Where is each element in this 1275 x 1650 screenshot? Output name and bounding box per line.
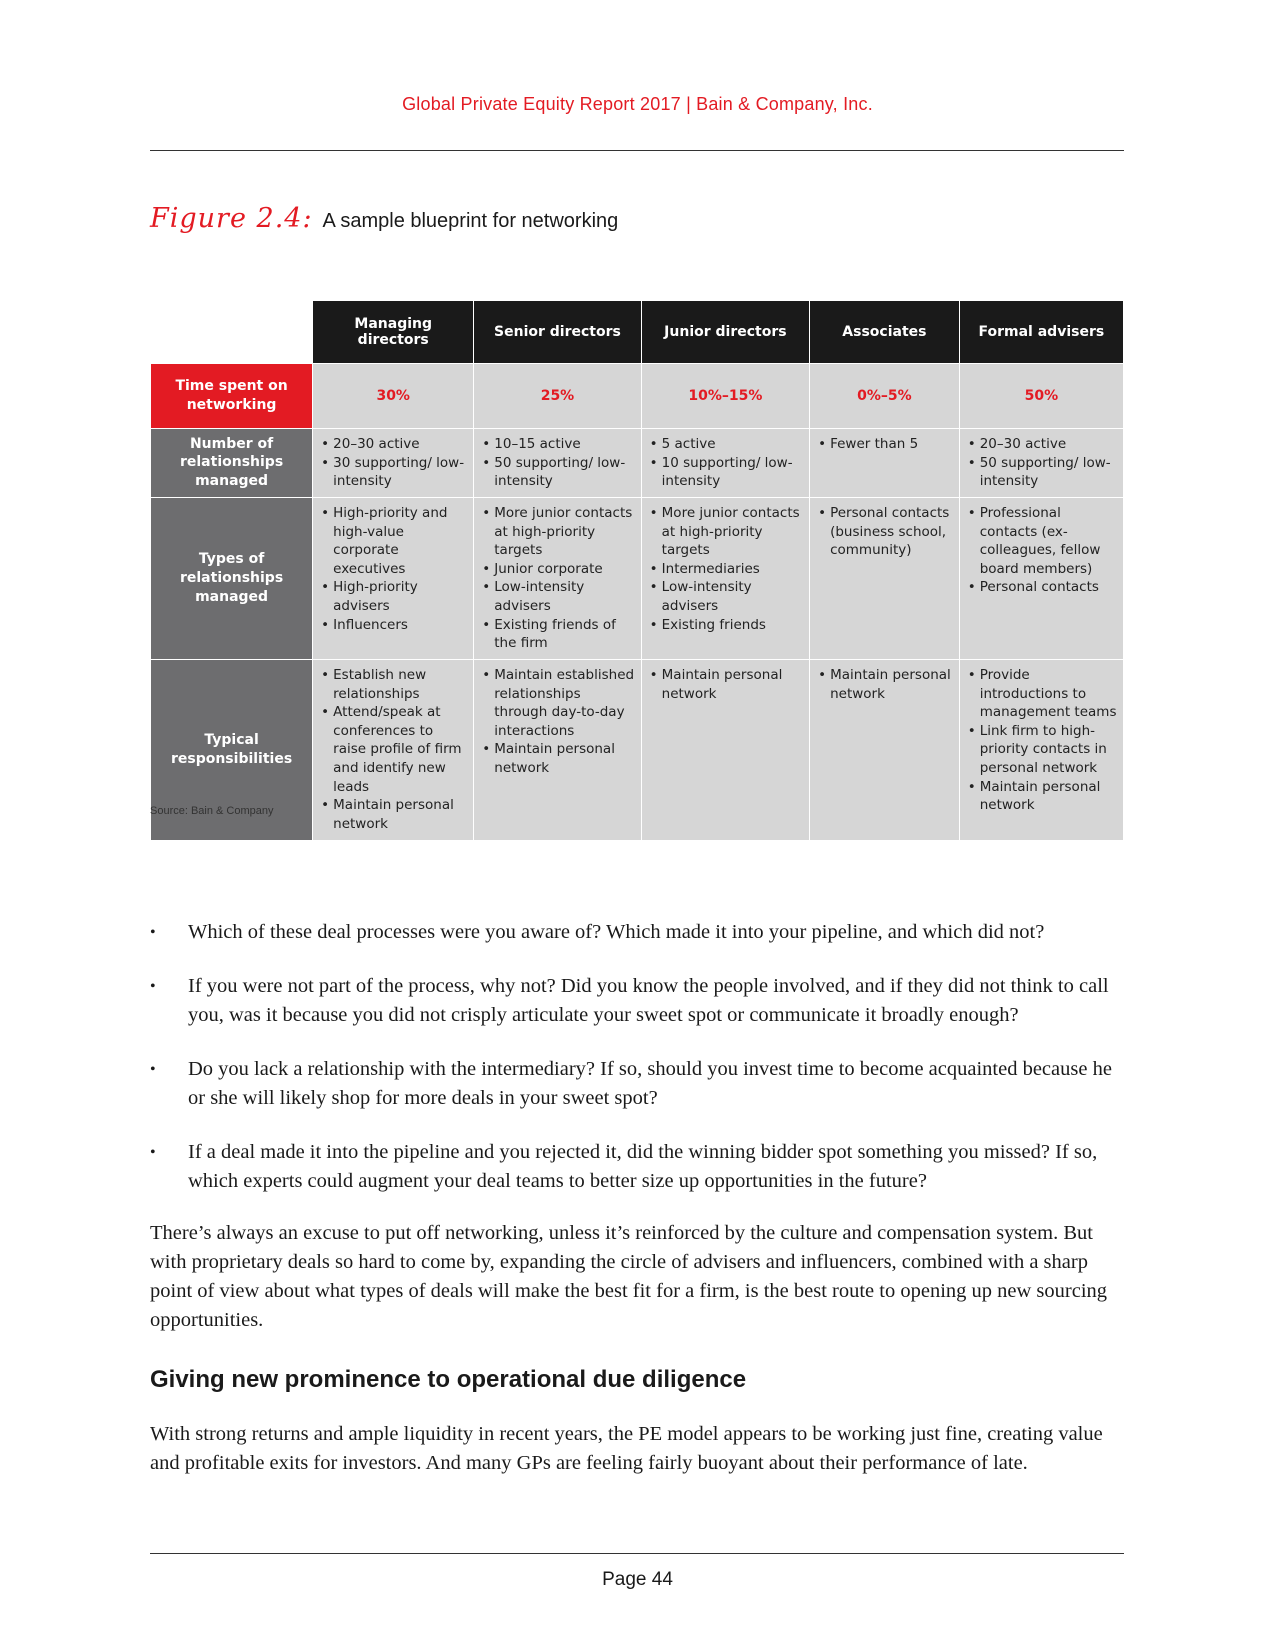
cell-bullet: • 10 supporting/ low-intensity [648, 454, 805, 491]
list-item-text: Which of these deal processes were you aware of? Which made it into your pipeline, and which did not? [188, 921, 1045, 943]
body-paragraph: With strong returns and ample liquidity in recent years, the PE model appears to be working just fine, creating value and profitable exits for investors. And many GPs are feeling fairly buoyant about their performance of late. [150, 1423, 1103, 1474]
list-item [150, 972, 1124, 1030]
row-header: Typical responsibilities [151, 659, 313, 840]
percent-cell: 25% [474, 364, 641, 429]
cell-bullet: • Junior corporate [480, 560, 636, 579]
bullet-marker: • [150, 978, 156, 995]
cell-bullet: • Low-intensity advisers [480, 578, 636, 615]
cell-bullet: • Existing friends [648, 616, 805, 635]
section-heading: Giving new prominence to operational due diligence [150, 1366, 747, 1393]
table-cell [474, 497, 641, 659]
page-number: Page 44 [602, 1569, 673, 1590]
cell-bullet: • 50 supporting/ low-intensity [966, 454, 1119, 491]
figure-caption: A sample blueprint for networking [322, 210, 619, 232]
column-header: Senior directors [474, 301, 641, 364]
table-row-time-spent [151, 364, 1124, 429]
table-row-relationship-types [151, 497, 1124, 659]
table-cell [641, 429, 809, 498]
table-cell [959, 659, 1123, 840]
cell-bullet: • Maintain personal network [966, 778, 1119, 815]
table-cell [641, 497, 809, 659]
running-header: Global Private Equity Report 2017 | Bain & Company, Inc. [402, 94, 873, 114]
cell-bullet: • 10–15 active [480, 435, 636, 454]
cell-bullet: • Low-intensity advisers [648, 578, 805, 615]
cell-bullet: • 20–30 active [966, 435, 1119, 454]
column-header: Associates [810, 301, 960, 364]
table-cell [313, 429, 474, 498]
figure-title [150, 203, 618, 234]
cell-bullet: • Maintain established relationships through day-to-day interactions [480, 666, 636, 741]
cell-bullet: • Personal contacts [966, 578, 1119, 597]
column-header: Formal advisers [959, 301, 1123, 364]
networking-blueprint-table [150, 300, 1124, 841]
footer-divider [150, 1553, 1124, 1554]
cell-bullet: • High-priority advisers [319, 578, 469, 615]
percent-cell: 0%–5% [810, 364, 960, 429]
table-cell [810, 659, 960, 840]
question-list [150, 918, 1124, 1221]
table-cell [959, 497, 1123, 659]
column-header: Managing directors [313, 301, 474, 364]
table-cell [474, 429, 641, 498]
cell-bullet: • 30 supporting/ low-intensity [319, 454, 469, 491]
cell-bullet: • Attend/speak at conferences to raise profile of firm and identify new leads [319, 703, 469, 796]
percent-cell: 50% [959, 364, 1123, 429]
cell-bullet: • Provide introductions to management teams [966, 666, 1119, 722]
cell-bullet: • Maintain personal network [319, 796, 469, 833]
row-header: Number of relationships managed [151, 429, 313, 498]
row-header: Time spent on networking [151, 364, 313, 429]
cell-bullet: • 50 supporting/ low-intensity [480, 454, 636, 491]
cell-bullet: • High-priority and high-value corporate executives [319, 504, 469, 579]
list-item [150, 1055, 1124, 1113]
table-cell [810, 497, 960, 659]
row-header: Types of relationships managed [151, 497, 313, 659]
cell-bullet: • Fewer than 5 [816, 435, 955, 454]
cell-bullet: • Maintain personal network [648, 666, 805, 703]
table-cell [810, 429, 960, 498]
cell-bullet: • Intermediaries [648, 560, 805, 579]
percent-cell: 30% [313, 364, 474, 429]
cell-bullet: • More junior contacts at high-priority targets [648, 504, 805, 560]
column-header: Junior directors [641, 301, 809, 364]
cell-bullet: • Maintain personal network [816, 666, 955, 703]
bullet-marker: • [150, 1061, 156, 1078]
cell-bullet: • 20–30 active [319, 435, 469, 454]
table-row-relationships-count [151, 429, 1124, 498]
list-item [150, 918, 1124, 947]
cell-bullet: • Influencers [319, 616, 469, 635]
cell-bullet: • More junior contacts at high-priority targets [480, 504, 636, 560]
list-item-text: If a deal made it into the pipeline and you rejected it, did the winning bidder spot something you missed? If so, which experts could augment your deal teams to better size up opportunities in the future? [188, 1141, 1098, 1192]
cell-bullet: • 5 active [648, 435, 805, 454]
list-item-text: If you were not part of the process, why not? Did you know the people involved, and if they did not think to call you, was it because you did not crisply articulate your sweet spot or communicate it broadly enough? [188, 975, 1109, 1026]
cell-bullet: • Establish new relationships [319, 666, 469, 703]
list-item [150, 1138, 1124, 1196]
figure-source: Source: Bain & Company [150, 805, 274, 817]
table-cell [959, 429, 1123, 498]
cell-bullet: • Link firm to high-priority contacts in personal network [966, 722, 1119, 778]
cell-bullet: • Existing friends of the firm [480, 616, 636, 653]
cell-bullet: • Professional contacts (ex-colleagues, fellow board members) [966, 504, 1119, 579]
bullet-marker: • [150, 1144, 156, 1161]
figure-label: Figure 2.4: [150, 203, 313, 234]
bullet-marker: • [150, 924, 156, 941]
table-row-responsibilities [151, 659, 1124, 840]
cell-bullet: • Personal contacts (business school, community) [816, 504, 955, 560]
cell-bullet: • Maintain personal network [480, 740, 636, 777]
list-item-text: Do you lack a relationship with the intermediary? If so, should you invest time to become acquainted because he or she will likely shop for more deals in your sweet spot? [188, 1058, 1112, 1109]
header-divider [150, 150, 1124, 151]
table-cell [313, 659, 474, 840]
table-cell [641, 659, 809, 840]
table-cell [474, 659, 641, 840]
table-header-row [151, 301, 1124, 364]
body-paragraph: There’s always an excuse to put off networking, unless it’s reinforced by the culture and compensation system. But with proprietary deals so hard to come by, expanding the circle of advisers and influencers, combined with a sharp point of view about what types of deals will make the best fit for a firm, is the best route to opening up new sourcing opportunities. [150, 1222, 1108, 1331]
table-cell [313, 497, 474, 659]
percent-cell: 10%–15% [641, 364, 809, 429]
table-corner [151, 301, 313, 364]
